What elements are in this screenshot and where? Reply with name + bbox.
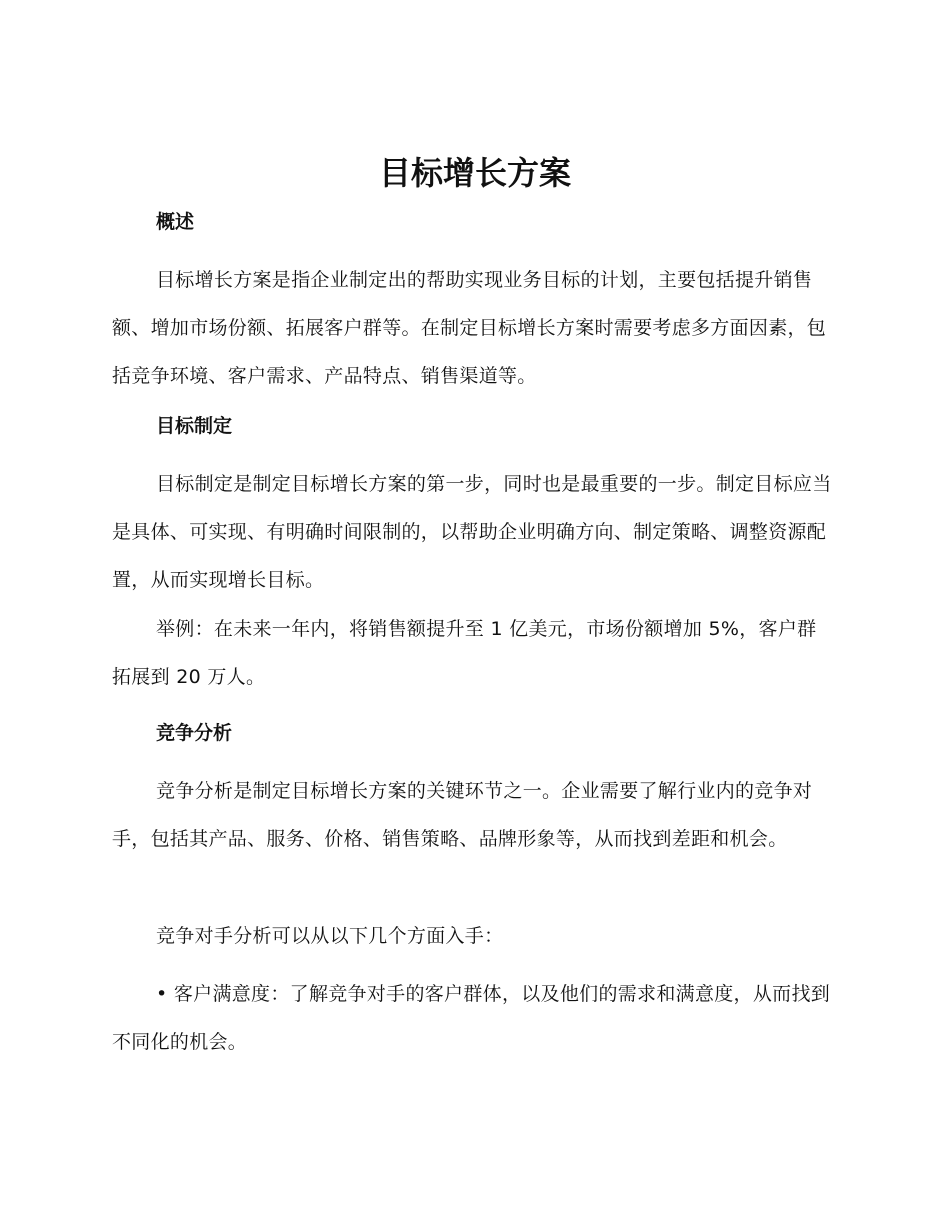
paragraph-competition: 竞争分析是制定目标增长方案的关键环节之一。企业需要了解行业内的竞争对手，包括其产品、服务、价格、销售策略、品牌形象等，从而找到差距和机会。 <box>112 780 813 850</box>
section-heading-goal-setting: 目标制定 <box>156 415 233 437</box>
paragraph-competitor-intro: 竞争对手分析可以从以下几个方面入手： <box>156 925 504 947</box>
section-heading-competition: 竞争分析 <box>156 722 233 744</box>
paragraph-goal-example: 举例：在未来一年内，将销售额提升至 1 亿美元，市场份额增加 5%，客户群拓展到 20 万人。 <box>112 618 817 688</box>
paragraph-overview: 目标增长方案是指企业制定出的帮助实现业务目标的计划，主要包括提升销售额、增加市场份额、拓展客户群等。在制定目标增长方案时需要考虑多方面因素，包括竞争环境、客户需求、产品特点、销售渠道等。 <box>112 269 827 387</box>
paragraph-goal-setting: 目标制定是制定目标增长方案的第一步，同时也是最重要的一步。制定目标应当是具体、可实现、有明确时间限制的，以帮助企业明确方向、制定策略、调整资源配置，从而实现增长目标。 <box>112 473 832 591</box>
document-title: 目标增长方案 <box>378 154 571 192</box>
section-heading-overview: 概述 <box>156 211 195 233</box>
list-item-customer-satisfaction: • 客户满意度：了解竞争对手的客户群体，以及他们的需求和满意度，从而找到不同化的机会。 <box>112 983 831 1053</box>
